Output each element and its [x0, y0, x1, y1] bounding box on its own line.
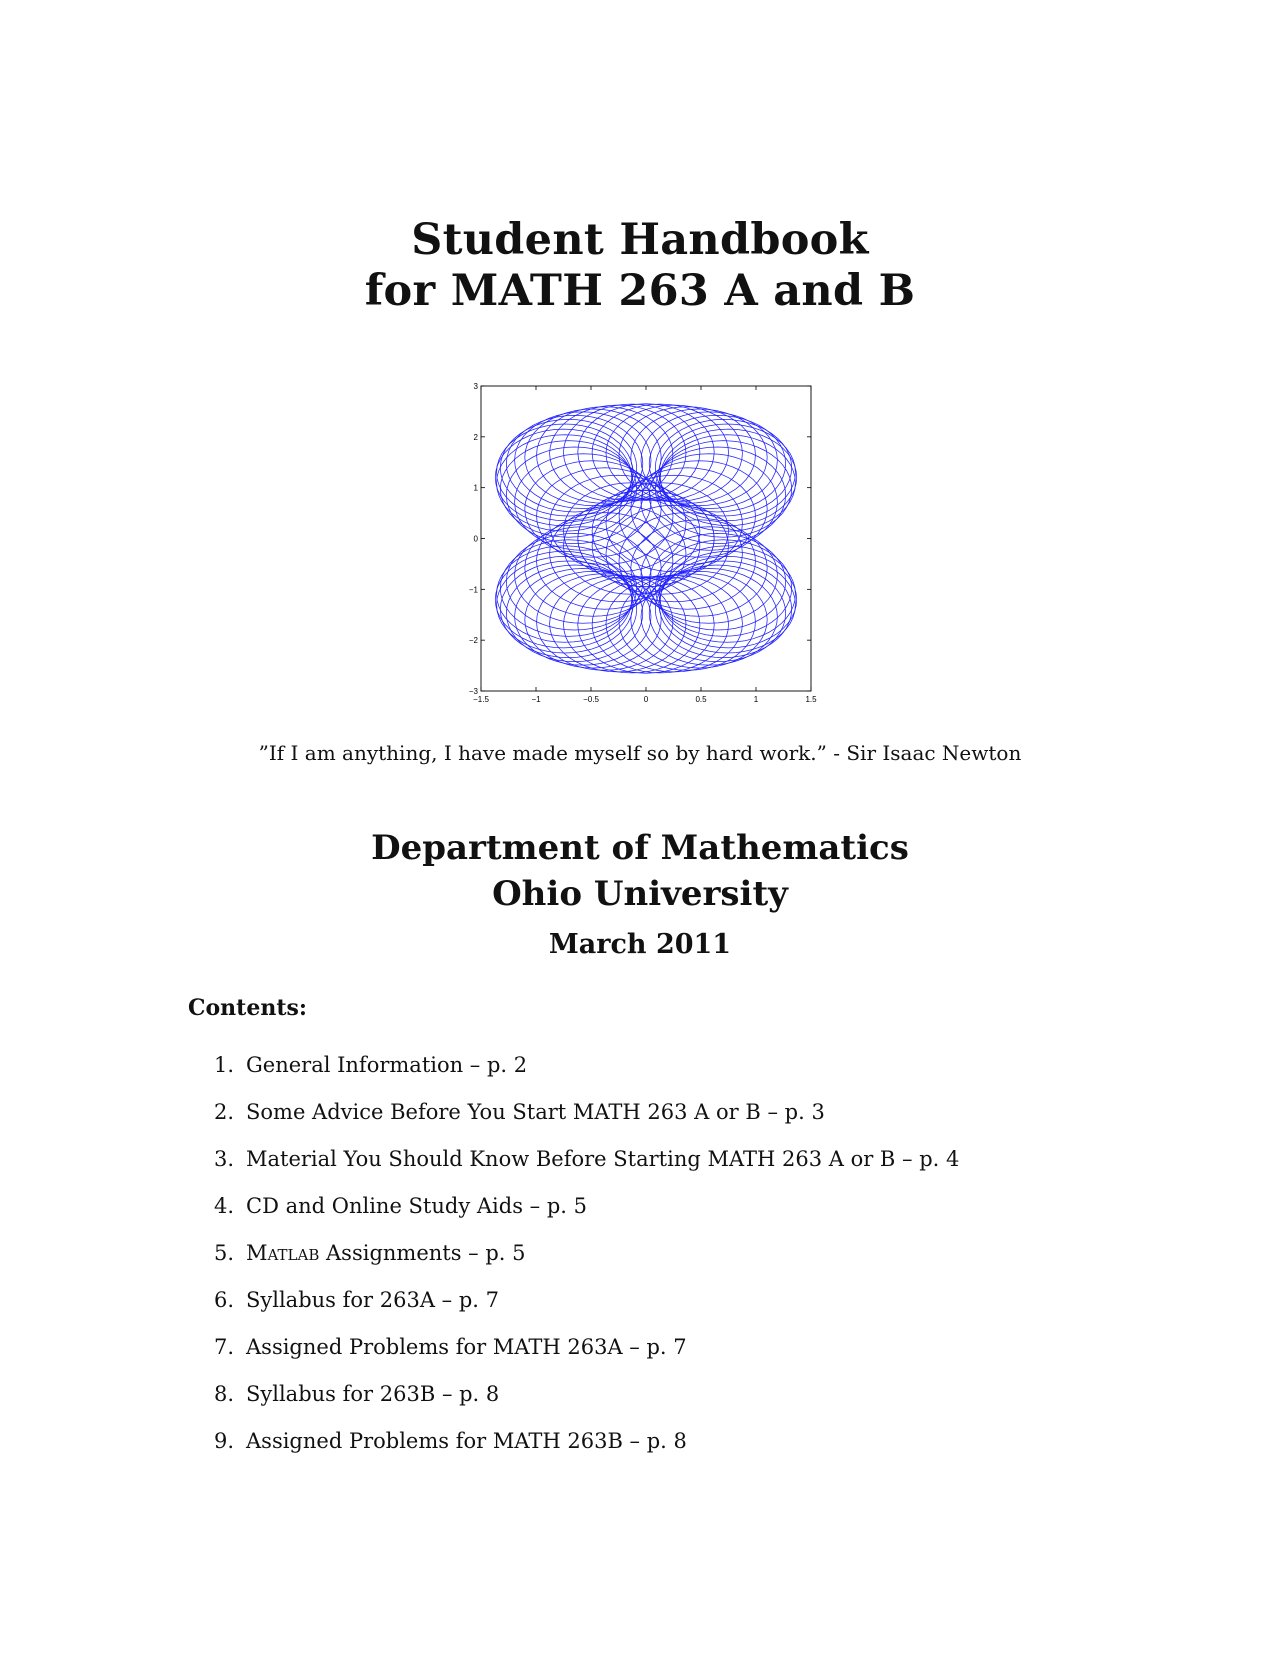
item-text: General Information – p. 2	[246, 1053, 528, 1077]
x-tick-label: −1.5	[473, 695, 489, 704]
curve-loop	[659, 546, 795, 643]
curve-loop	[659, 435, 795, 532]
item-text: Syllabus for 263B – p. 8	[246, 1382, 500, 1406]
y-tick-label: −2	[468, 636, 478, 646]
curve-loop	[537, 574, 673, 671]
item-number: 1.	[214, 1053, 235, 1077]
item-text: Assigned Problems for MATH 263A – p. 7	[246, 1335, 687, 1359]
contents-item	[214, 1380, 959, 1427]
item-text: Assigned Problems for MATH 263B – p. 8	[246, 1429, 687, 1453]
title-line-1: Student Handbook	[411, 215, 869, 265]
item-text: Syllabus for 263A – p. 7	[246, 1288, 500, 1312]
newton-quote: ”If I am anything, I have made myself so by hard work.” - Sir Isaac Newton	[258, 741, 1022, 765]
curve-loop	[619, 574, 755, 671]
item-text: CD and Online Study Aids – p. 5	[246, 1194, 587, 1218]
y-tick-label: 0	[473, 534, 478, 544]
matlab-small-caps: Matlab	[246, 1241, 320, 1265]
title-line-2: for MATH 263 A and B	[364, 266, 916, 316]
y-tick-label: −1	[468, 585, 478, 595]
item-number: 4.	[214, 1194, 235, 1218]
contents-heading: Contents:	[188, 995, 308, 1021]
contents-item	[214, 1098, 959, 1145]
y-tick-label: −3	[468, 687, 478, 696]
curve-loop	[578, 490, 714, 587]
x-tick-label: −1	[531, 695, 541, 704]
spirograph-figure	[463, 380, 823, 710]
x-tick-label: 1	[753, 695, 759, 704]
item-number: 5.	[214, 1241, 235, 1265]
contents-list	[214, 1051, 959, 1474]
curve-loop	[578, 490, 714, 587]
contents-item	[214, 1145, 959, 1192]
contents-item	[214, 1333, 959, 1380]
plot-frame	[481, 386, 811, 691]
item-number: 9.	[214, 1429, 235, 1453]
curve-loop	[537, 407, 673, 504]
department-name: Department of Mathematics	[371, 828, 909, 868]
x-tick-label: −0.5	[583, 695, 599, 704]
item-text: Material You Should Know Before Starting MATH 263 A or B – p. 4	[246, 1147, 960, 1171]
contents-item	[214, 1427, 959, 1474]
contents-item	[214, 1051, 959, 1098]
publication-date: March 2011	[548, 929, 732, 960]
item-number: 6.	[214, 1288, 235, 1312]
x-tick-label: 0.5	[695, 695, 707, 704]
curve-loop	[497, 546, 633, 643]
contents-item	[214, 1192, 959, 1239]
y-tick-label: 2	[473, 432, 478, 442]
contents-item	[214, 1286, 959, 1333]
item-number: 3.	[214, 1147, 235, 1171]
plot-curves	[495, 404, 796, 673]
y-tick-label: 3	[473, 382, 478, 391]
item-number: 2.	[214, 1100, 235, 1124]
y-tick-label: 1	[473, 483, 478, 493]
university-name: Ohio University	[492, 874, 788, 914]
curve-loop	[497, 435, 633, 532]
x-tick-label: 0	[643, 695, 649, 704]
item-text: Assignments – p. 5	[319, 1241, 526, 1265]
item-text: Some Advice Before You Start MATH 263 A or B – p. 3	[246, 1100, 825, 1124]
item-number: 7.	[214, 1335, 235, 1359]
x-tick-label: 1.5	[805, 695, 817, 704]
curve-loop	[619, 407, 755, 504]
contents-item	[214, 1239, 959, 1286]
item-number: 8.	[214, 1382, 235, 1406]
